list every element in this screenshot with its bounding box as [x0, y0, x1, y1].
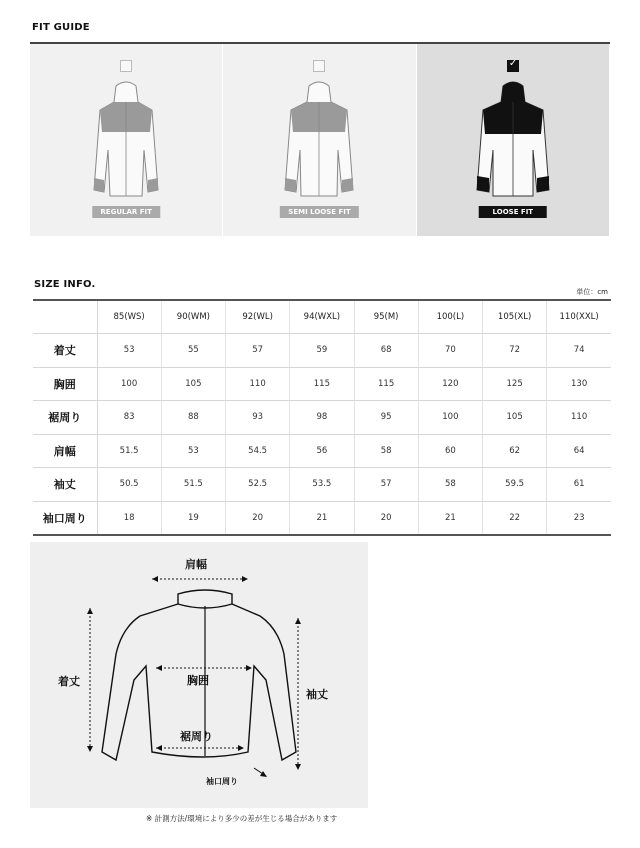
table-cell: 21: [290, 501, 354, 535]
table-cell: 20: [354, 501, 418, 535]
size-header: 85(WS): [97, 300, 161, 334]
table-cell: 18: [97, 501, 161, 535]
table-row: [33, 434, 611, 468]
table-cell: 105: [161, 367, 225, 401]
size-header: 100(L): [418, 300, 482, 334]
size-header: 105(XL): [483, 300, 547, 334]
fit-guide-title: FIT GUIDE: [32, 22, 90, 33]
shoulder-label: 肩幅: [185, 558, 207, 571]
row-label: 肩幅: [33, 434, 97, 468]
regular-fit-checkbox[interactable]: [120, 60, 132, 72]
table-cell: 100: [418, 401, 482, 435]
table-cell: 70: [418, 334, 482, 368]
table-cell: 54.5: [226, 434, 290, 468]
fit-guide-options: [30, 44, 610, 236]
table-row: [33, 468, 611, 502]
table-cell: 58: [418, 468, 482, 502]
sleeve-label: 袖丈: [306, 688, 328, 701]
size-header: 92(WL): [226, 300, 290, 334]
table-row: [33, 367, 611, 401]
size-header: 110(XXL): [547, 300, 611, 334]
table-cell: 58: [354, 434, 418, 468]
unit-note: 単位：cm: [576, 288, 608, 296]
table-cell: 98: [290, 401, 354, 435]
cuff-label: 袖口周り: [206, 777, 238, 786]
row-label: 袖丈: [33, 468, 97, 502]
table-cell: 72: [483, 334, 547, 368]
row-label: 胸囲: [33, 367, 97, 401]
chest-label: 胸囲: [187, 674, 209, 687]
size-table: [33, 299, 611, 536]
regular-fit-label: REGULAR FIT: [92, 206, 159, 218]
semi-loose-fit-checkbox[interactable]: [313, 60, 325, 72]
table-cell: 51.5: [161, 468, 225, 502]
row-label: 袖口周り: [33, 501, 97, 535]
table-cell: 22: [483, 501, 547, 535]
table-cell: 130: [547, 367, 611, 401]
corner-cell: [33, 300, 97, 334]
table-cell: 95: [354, 401, 418, 435]
length-label: 着丈: [58, 675, 80, 688]
measurement-diagram: [30, 542, 368, 808]
row-label: 着丈: [33, 334, 97, 368]
regular-fit-jacket-icon: [86, 80, 166, 200]
table-cell: 64: [547, 434, 611, 468]
table-row: [33, 334, 611, 368]
table-cell: 23: [547, 501, 611, 535]
size-header: 95(M): [354, 300, 418, 334]
fit-option-semi-loose[interactable]: [223, 44, 416, 236]
semi-loose-fit-jacket-icon: [279, 80, 359, 200]
table-cell: 74: [547, 334, 611, 368]
table-cell: 83: [97, 401, 161, 435]
table-cell: 60: [418, 434, 482, 468]
table-cell: 19: [161, 501, 225, 535]
table-cell: 52.5: [226, 468, 290, 502]
table-cell: 56: [290, 434, 354, 468]
fit-option-loose[interactable]: [417, 44, 610, 236]
hem-label: 裾周り: [180, 730, 213, 743]
size-header-row: [33, 300, 611, 334]
table-row: [33, 501, 611, 535]
table-cell: 55: [161, 334, 225, 368]
footnote: ※ 計測方法/環境により多少の差が生じる場合があります: [146, 814, 338, 823]
table-cell: 100: [97, 367, 161, 401]
table-row: [33, 401, 611, 435]
table-cell: 50.5: [97, 468, 161, 502]
size-header: 90(WM): [161, 300, 225, 334]
table-cell: 88: [161, 401, 225, 435]
table-cell: 57: [226, 334, 290, 368]
table-cell: 68: [354, 334, 418, 368]
table-cell: 110: [226, 367, 290, 401]
table-cell: 120: [418, 367, 482, 401]
loose-fit-label: LOOSE FIT: [479, 206, 548, 218]
loose-fit-jacket-icon: [473, 80, 553, 200]
table-cell: 59: [290, 334, 354, 368]
fit-option-regular[interactable]: [30, 44, 223, 236]
table-cell: 125: [483, 367, 547, 401]
table-cell: 57: [354, 468, 418, 502]
table-cell: 20: [226, 501, 290, 535]
size-info-title: SIZE INFO.: [34, 279, 96, 290]
size-header: 94(WXL): [290, 300, 354, 334]
table-cell: 62: [483, 434, 547, 468]
table-cell: 105: [483, 401, 547, 435]
table-cell: 61: [547, 468, 611, 502]
table-cell: 115: [354, 367, 418, 401]
row-label: 裾周り: [33, 401, 97, 435]
table-cell: 59.5: [483, 468, 547, 502]
table-cell: 53: [161, 434, 225, 468]
loose-fit-checkbox[interactable]: [507, 60, 519, 72]
table-cell: 53.5: [290, 468, 354, 502]
table-cell: 110: [547, 401, 611, 435]
table-cell: 21: [418, 501, 482, 535]
table-cell: 51.5: [97, 434, 161, 468]
semi-loose-fit-label: SEMI LOOSE FIT: [280, 206, 358, 218]
table-cell: 115: [290, 367, 354, 401]
table-cell: 93: [226, 401, 290, 435]
table-cell: 53: [97, 334, 161, 368]
